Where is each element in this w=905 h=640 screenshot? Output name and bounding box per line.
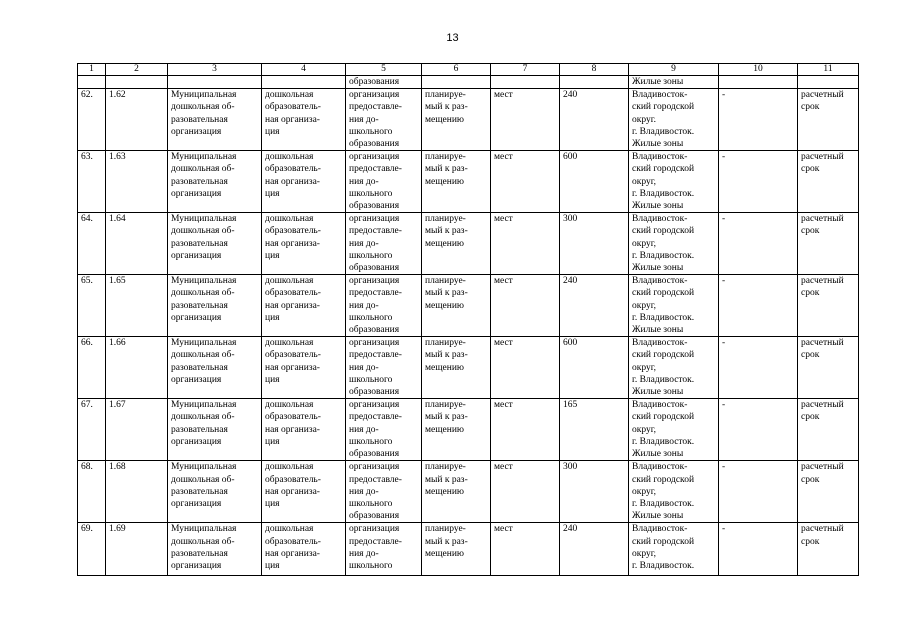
- table-row: [78, 213, 859, 275]
- table-cell: организация предоставле- ния до- школьного: [346, 523, 422, 576]
- table-cell: 65.: [78, 275, 106, 337]
- table-cell: 1.63: [106, 151, 168, 213]
- column-header: 1: [78, 64, 106, 76]
- table-cell: 1.67: [106, 399, 168, 461]
- table-cell: 300: [560, 213, 629, 275]
- table-cell: Муниципальная дошкольная об- разовательная организация: [168, 337, 262, 399]
- table-cell: 600: [560, 337, 629, 399]
- header-row: [78, 64, 859, 76]
- table-cell: организация предоставле- ния до- школьного образования: [346, 337, 422, 399]
- table-cell: планируе- мый к раз- мещению: [422, 337, 491, 399]
- table-cell: расчетный срок: [798, 523, 859, 576]
- table-cell: Владивосток- ский городской округ, г. Владивосток. Жилые зоны: [629, 337, 719, 399]
- table-cell: 1.65: [106, 275, 168, 337]
- table-cell: 67.: [78, 399, 106, 461]
- table-cell: Муниципальная дошкольная об- разовательная организация: [168, 275, 262, 337]
- table-cell: планируе- мый к раз- мещению: [422, 399, 491, 461]
- column-header: 3: [168, 64, 262, 76]
- table-cell: дошкольная образователь- ная организа- ция: [262, 399, 346, 461]
- table-cell: Муниципальная дошкольная об- разовательная организация: [168, 461, 262, 523]
- table-row: [78, 151, 859, 213]
- column-header: 2: [106, 64, 168, 76]
- table-cell: Владивосток- ский городской округ, г. Владивосток. Жилые зоны: [629, 275, 719, 337]
- table-row: [78, 461, 859, 523]
- column-header: 11: [798, 64, 859, 76]
- table-row: [78, 89, 859, 151]
- table-cell: -: [719, 337, 798, 399]
- table-cell: 64.: [78, 213, 106, 275]
- table-cell: 300: [560, 461, 629, 523]
- table-cell: Муниципальная дошкольная об- разовательная организация: [168, 151, 262, 213]
- planning-table: [77, 63, 859, 576]
- table-cell: планируе- мый к раз- мещению: [422, 523, 491, 576]
- column-header: 4: [262, 64, 346, 76]
- table-cell: организация предоставле- ния до- школьного образования: [346, 399, 422, 461]
- table-cell: дошкольная образователь- ная организа- ция: [262, 461, 346, 523]
- table-cell: мест: [491, 523, 560, 576]
- table-cell: 240: [560, 275, 629, 337]
- table-cell: -: [719, 213, 798, 275]
- table-cell: дошкольная образователь- ная организа- ция: [262, 151, 346, 213]
- table-cell: Владивосток- ский городской округ, г. Владивосток. Жилые зоны: [629, 151, 719, 213]
- table-cell: -: [719, 275, 798, 337]
- table-cell: 1.69: [106, 523, 168, 576]
- table-cell: -: [719, 399, 798, 461]
- table-cell: образования: [346, 76, 422, 89]
- table-cell: [106, 76, 168, 89]
- column-header: 6: [422, 64, 491, 76]
- table-cell: [168, 76, 262, 89]
- table-cell: расчетный срок: [798, 151, 859, 213]
- table-cell: -: [719, 461, 798, 523]
- table-cell: Владивосток- ский городской округ, г. Владивосток. Жилые зоны: [629, 461, 719, 523]
- table-cell: -: [719, 151, 798, 213]
- table-cell: Владивосток- ский городской округ, г. Владивосток. Жилые зоны: [629, 213, 719, 275]
- table-cell: 600: [560, 151, 629, 213]
- table-cell: [491, 76, 560, 89]
- table-cell: планируе- мый к раз- мещению: [422, 89, 491, 151]
- table-cell: Владивосток- ский городской округ. г. Владивосток. Жилые зоны: [629, 89, 719, 151]
- table-cell: расчетный срок: [798, 89, 859, 151]
- table-cell: мест: [491, 337, 560, 399]
- table-cell: 1.66: [106, 337, 168, 399]
- table-cell: Владивосток- ский городской округ, г. Владивосток.: [629, 523, 719, 576]
- table-cell: расчетный срок: [798, 399, 859, 461]
- table-cell: Муниципальная дошкольная об- разовательная организация: [168, 89, 262, 151]
- table-cell: 69.: [78, 523, 106, 576]
- table-cell: -: [719, 89, 798, 151]
- column-header: 7: [491, 64, 560, 76]
- table-cell: планируе- мый к раз- мещению: [422, 275, 491, 337]
- table-cell: мест: [491, 151, 560, 213]
- table-cell: планируе- мый к раз- мещению: [422, 213, 491, 275]
- table-cell: 165: [560, 399, 629, 461]
- table-row: [78, 399, 859, 461]
- table-cell: планируе- мый к раз- мещению: [422, 461, 491, 523]
- table-cell: расчетный срок: [798, 461, 859, 523]
- table-cell: 240: [560, 89, 629, 151]
- table-cell: дошкольная образователь- ная организа- ция: [262, 523, 346, 576]
- table-row: [78, 523, 859, 576]
- table-cell: [560, 76, 629, 89]
- table-cell: расчетный срок: [798, 213, 859, 275]
- table-cell: 240: [560, 523, 629, 576]
- table-cell: 68.: [78, 461, 106, 523]
- table-cell: Владивосток- ский городской округ, г. Владивосток. Жилые зоны: [629, 399, 719, 461]
- table-cell: дошкольная образователь- ная организа- ция: [262, 213, 346, 275]
- table-cell: дошкольная образователь- ная организа- ция: [262, 337, 346, 399]
- page-number: 13: [446, 32, 459, 44]
- table-cell: [78, 76, 106, 89]
- table-cell: организация предоставле- ния до- школьного образования: [346, 461, 422, 523]
- table-cell: организация предоставле- ния до- школьного образования: [346, 275, 422, 337]
- table-cell: 62.: [78, 89, 106, 151]
- continuation-row: [78, 76, 859, 89]
- table-cell: 1.68: [106, 461, 168, 523]
- table-cell: организация предоставле- ния до- школьного образования: [346, 151, 422, 213]
- table-cell: мест: [491, 213, 560, 275]
- table-cell: мест: [491, 275, 560, 337]
- table-cell: планируе- мый к раз- мещению: [422, 151, 491, 213]
- table-cell: мест: [491, 399, 560, 461]
- table-cell: расчетный срок: [798, 337, 859, 399]
- table-cell: организация предоставле- ния до- школьного образования: [346, 89, 422, 151]
- table-cell: Муниципальная дошкольная об- разовательная организация: [168, 213, 262, 275]
- table-cell: 1.64: [106, 213, 168, 275]
- column-header: 10: [719, 64, 798, 76]
- table-cell: 66.: [78, 337, 106, 399]
- table-row: [78, 275, 859, 337]
- table-cell: [719, 76, 798, 89]
- table-cell: мест: [491, 89, 560, 151]
- table-cell: 63.: [78, 151, 106, 213]
- table-cell: Муниципальная дошкольная об- разовательная организация: [168, 399, 262, 461]
- table-cell: мест: [491, 461, 560, 523]
- table-cell: дошкольная образователь- ная организа- ция: [262, 275, 346, 337]
- table-cell: [798, 76, 859, 89]
- column-header: 5: [346, 64, 422, 76]
- column-header: 8: [560, 64, 629, 76]
- table-cell: [262, 76, 346, 89]
- table-cell: дошкольная образователь- ная организа- ция: [262, 89, 346, 151]
- table-cell: 1.62: [106, 89, 168, 151]
- table-cell: [422, 76, 491, 89]
- table-cell: организация предоставле- ния до- школьного образования: [346, 213, 422, 275]
- table-cell: Муниципальная дошкольная об- разовательная организация: [168, 523, 262, 576]
- column-header: 9: [629, 64, 719, 76]
- table-cell: -: [719, 523, 798, 576]
- table-cell: Жилые зоны: [629, 76, 719, 89]
- table-cell: расчетный срок: [798, 275, 859, 337]
- table-row: [78, 337, 859, 399]
